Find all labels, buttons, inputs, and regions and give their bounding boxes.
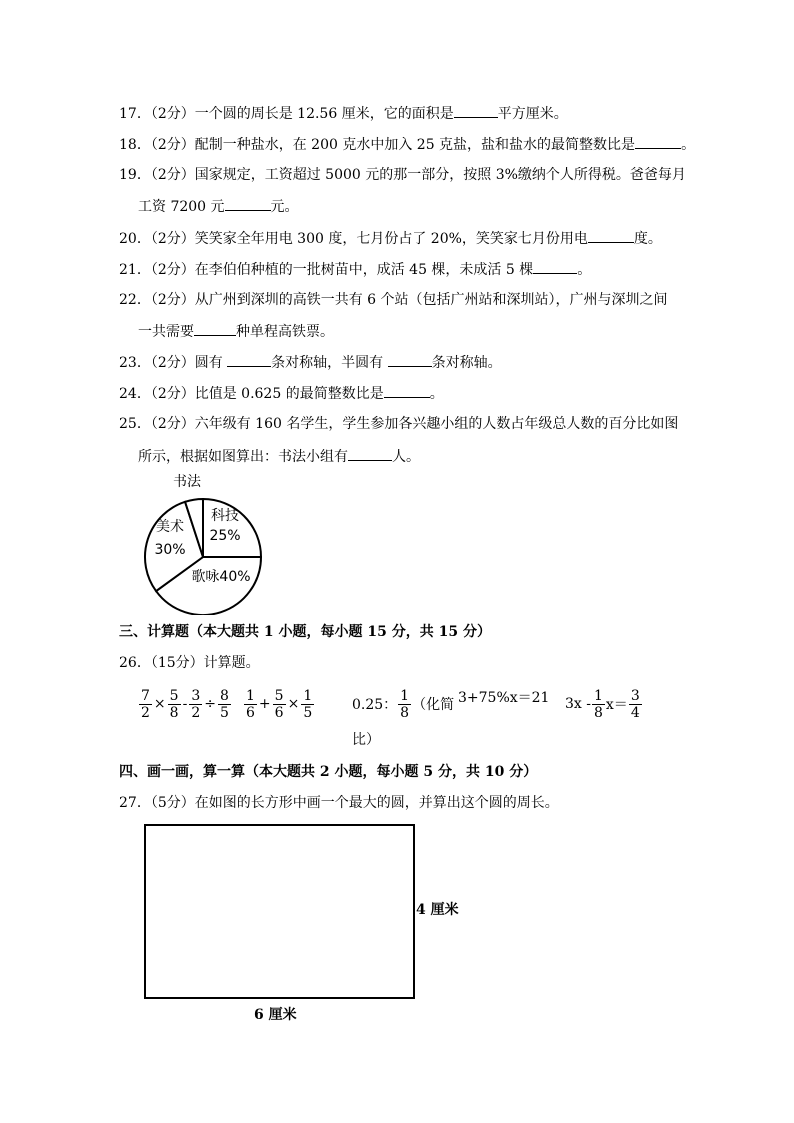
expression-3-tail: 比） — [352, 732, 380, 748]
question-18: 18．（2分）配制一种盐水，在 200 克水中加入 25 克盐，盐和盐水的最简整数比是 。 — [119, 134, 695, 155]
question-27: 27．（5分）在如图的长方形中画一个最大的圆，并算出这个圆的周长。 — [119, 795, 559, 811]
fraction: $\frac{1}{8}$ — [400, 687, 410, 721]
pie-value-art: 30% — [154, 542, 186, 558]
pie-value-tech: 25% — [209, 528, 241, 544]
fraction: $\frac{3}{2}$ — [191, 687, 201, 721]
answer-blank[interactable] — [227, 352, 271, 367]
question-19: 19．（2分）国家规定，工资超过 5000 元的那一部分，按照 3%缴纳个人所得税。爸爸每月 — [119, 167, 686, 183]
question-21: 21．（2分）在李伯伯种植的一批树苗中，成活 45 棵，未成活 5 棵 。 — [119, 259, 591, 280]
pie-label-singing: 歌咏40% — [191, 569, 251, 585]
rectangle-figure[interactable] — [144, 824, 415, 999]
question-22-line2: 一共需要 种单程高铁票。 — [138, 321, 334, 342]
answer-blank[interactable] — [194, 321, 236, 336]
answer-blank[interactable] — [225, 196, 271, 211]
answer-blank[interactable] — [635, 134, 681, 149]
section-3-heading: 三、计算题（本大题共 1 小题，每小题 15 分，共 15 分） — [119, 624, 491, 640]
answer-blank[interactable] — [588, 228, 634, 243]
pie-label-tech: 科技 — [211, 508, 239, 524]
expression-2: $\frac{1}{6}$ + $\frac{5}{6}$ × $\frac{1}{5}$ — [246, 687, 313, 721]
pie-label-art: 美术 — [156, 519, 184, 535]
answer-blank[interactable] — [454, 103, 498, 118]
question-17: 17．（2分）一个圆的周长是 12.56 厘米，它的面积是 平方厘米。 — [119, 103, 568, 124]
answer-blank[interactable] — [348, 446, 392, 461]
question-22: 22．（2分）从广州到深圳的高铁一共有 6 个站（包括广州站和深圳站），广州与深圳之间 — [119, 292, 668, 308]
question-26: 26．（15分）计算题。 — [119, 655, 260, 671]
answer-blank[interactable] — [533, 259, 577, 274]
interest-group-pie-chart — [130, 470, 280, 615]
question-23: 23．（2分）圆有 条对称轴，半圆有 条对称轴。 — [119, 352, 502, 373]
section-4-heading: 四、画一画，算一算（本大题共 2 小题，每小题 5 分，共 10 分） — [119, 764, 538, 780]
fraction: $\frac{1}{5}$ — [303, 687, 313, 721]
fraction: $\frac{8}{5}$ — [219, 687, 229, 721]
question-20: 20．（2分）笑笑家全年用电 300 度，七月份占了 20%，笑笑家七月份用电 度。 — [119, 228, 662, 249]
expression-5: 3x - $\frac{1}{8}$ x＝ $\frac{3}{4}$ — [565, 687, 640, 721]
expression-3: 0.25： $\frac{1}{8}$ （化简 — [352, 687, 455, 721]
fraction: $\frac{1}{8}$ — [593, 687, 603, 721]
fraction: $\frac{7}{2}$ — [141, 687, 150, 721]
fraction: $\frac{5}{6}$ — [274, 687, 284, 721]
fraction: $\frac{1}{6}$ — [246, 687, 255, 721]
pie-label-calligraphy: 书法 — [173, 474, 201, 490]
fraction: $\frac{3}{4}$ — [630, 687, 640, 721]
expression-4: 3+75%x＝21 — [458, 690, 550, 706]
answer-blank[interactable] — [388, 352, 432, 367]
question-24: 24．（2分）比值是 0.625 的最简整数比是 。 — [119, 383, 444, 404]
question-25: 25．（2分）六年级有 160 名学生，学生参加各兴趣小组的人数占年级总人数的百分比如图 — [119, 416, 679, 432]
rectangle-height-label: 4 厘米 — [416, 902, 459, 918]
question-25-line2: 所示，根据如图算出：书法小组有 人。 — [138, 446, 420, 467]
expression-1: $\frac{7}{2}$ × $\frac{5}{8}$ - $\frac{3}{2}$ ÷ $\frac{8}{5}$ — [141, 687, 229, 721]
question-19-line2: 工资 7200 元 元。 — [138, 196, 299, 217]
fraction: $\frac{5}{8}$ — [169, 687, 179, 721]
answer-blank[interactable] — [384, 383, 430, 398]
rectangle-width-label: 6 厘米 — [254, 1007, 297, 1023]
